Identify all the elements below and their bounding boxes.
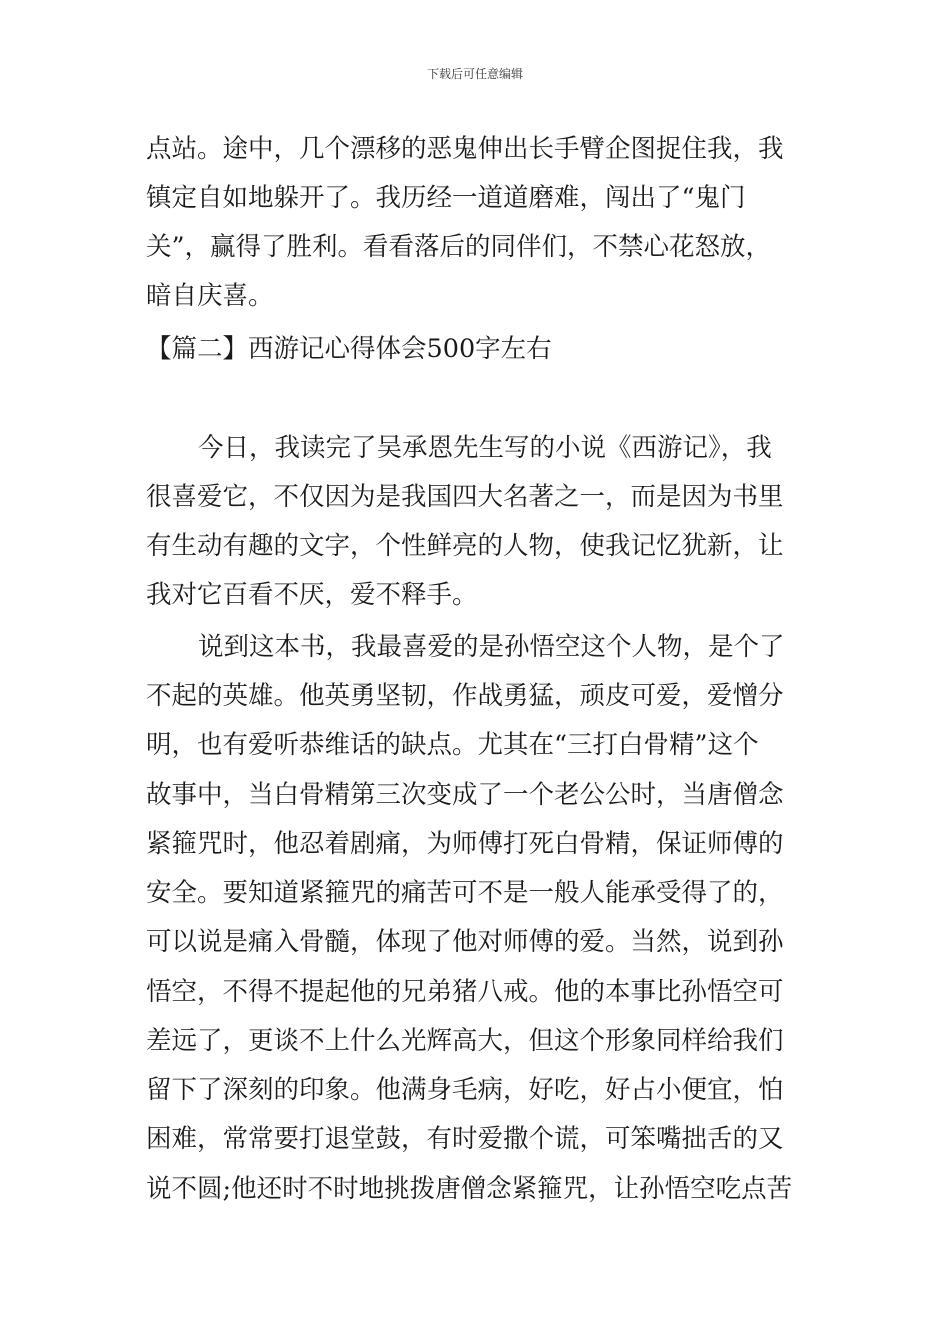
paragraph-line: 安全。要知道紧箍咒的痛苦可不是一般人能承受得了的，: [146, 878, 784, 908]
paragraph-line: 悟空，不得不提起他的兄弟猪八戒。他的本事比孙悟空可: [146, 977, 784, 1007]
paragraph-line: 紧箍咒时，他忍着剧痛，为师傅打死白骨精，保证师傅的: [146, 829, 784, 859]
page-header: 下载后可任意编辑: [426, 67, 523, 81]
paragraph-line: 说不圆;他还时不时地挑拨唐僧念紧箍咒，让孙悟空吃点苦: [146, 1174, 793, 1204]
text-line: 镇定自如地躲开了。我历经一道道磨难，闯出了“鬼门: [146, 183, 746, 213]
paragraph-line: 我对它百看不厌，爱不释手。: [146, 580, 478, 610]
paragraph-line: 有生动有趣的文字，个性鲜亮的人物，使我记忆犹新，让: [146, 531, 784, 561]
paragraph-line: 很喜爱它，不仅因为是我国四大名著之一，而是因为书里: [146, 482, 784, 512]
paragraph-line: 故事中，当白骨精第三次变成了一个老公公时，当唐僧念: [146, 780, 784, 810]
paragraph-line: 差远了，更谈不上什么光辉高大，但这个形象同样给我们: [146, 1026, 784, 1056]
paragraph-line: 可以说是痛入骨髓，体现了他对师傅的爱。当然，说到孙: [146, 927, 784, 957]
paragraph-line: 说到这本书，我最喜爱的是孙悟空这个人物，是个了: [198, 632, 785, 662]
paragraph-line: 今日，我读完了吴承恩先生写的小说《西游记》，我: [198, 433, 772, 463]
text-line: 关”，赢得了胜利。看看落后的同伴们，不禁心花怒放，: [146, 232, 772, 262]
paragraph-line: 留下了深刻的印象。他满身毛病，好吃，好占小便宜，怕: [146, 1075, 784, 1105]
paragraph-line: 困难，常常要打退堂鼓，有时爱撒个谎，可笨嘴拙舌的又: [146, 1124, 784, 1154]
text-line: 点站。途中，几个漂移的恶鬼伸出长手臂企图捉住我，我: [146, 134, 784, 164]
paragraph-line: 明，也有爱听恭维话的缺点。尤其在“三打白骨精”这个: [146, 730, 759, 760]
paragraph-line: 不起的英雄。他英勇坚韧，作战勇猛，顽皮可爱，爱憎分: [146, 681, 784, 711]
text-line: 暗自庆喜。: [146, 281, 274, 311]
section-heading: 【篇二】西游记心得体会500字左右: [146, 334, 552, 364]
